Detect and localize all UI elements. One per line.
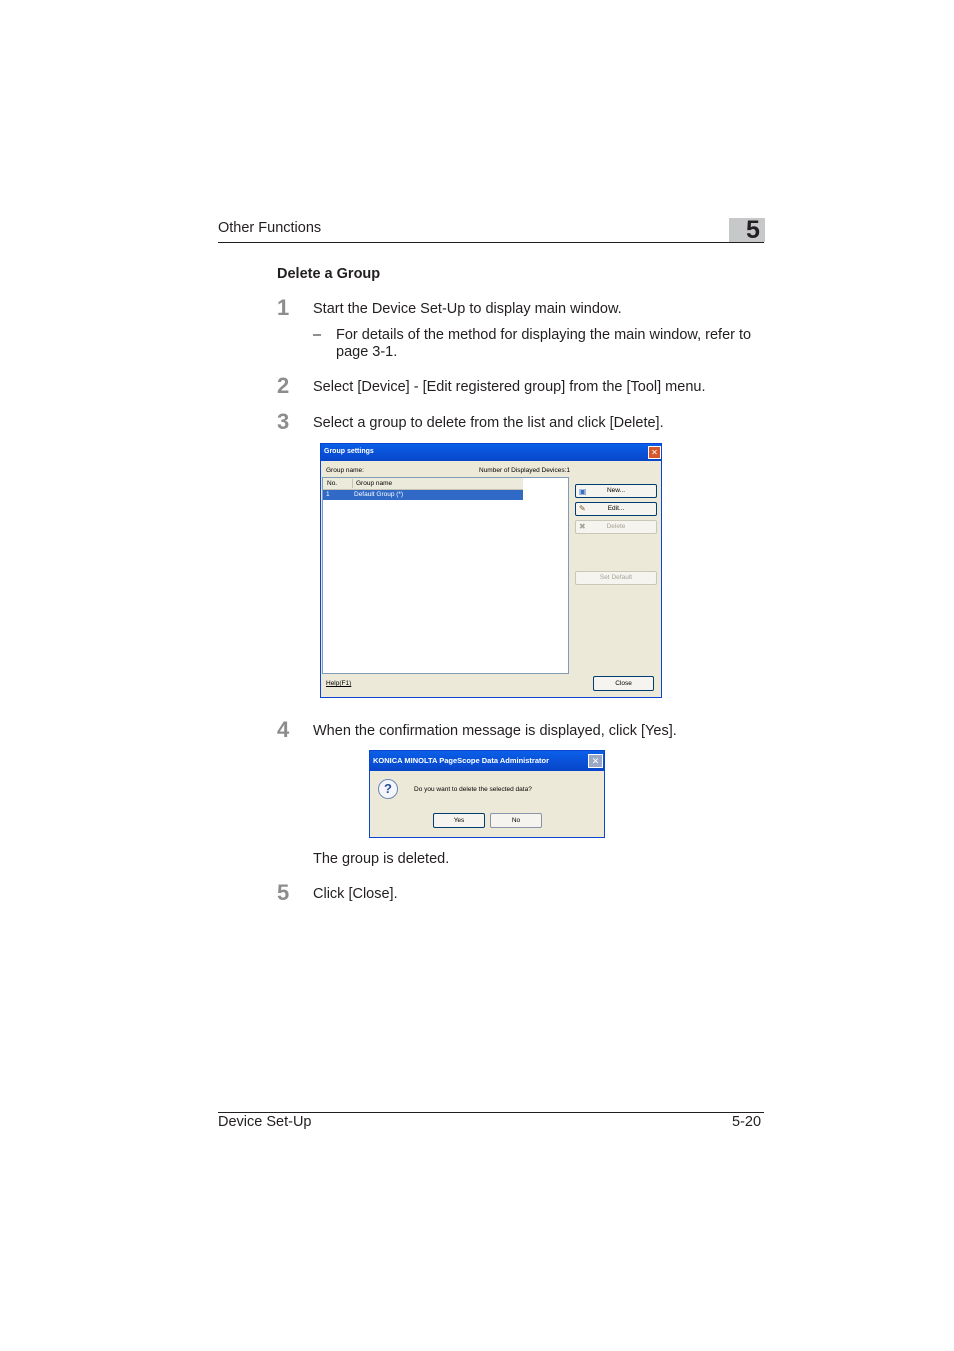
- section-title: Delete a Group: [277, 266, 381, 282]
- footer-title: Device Set-Up: [218, 1114, 312, 1130]
- new-icon: ▣: [579, 487, 587, 496]
- step-number-5: 5: [277, 880, 290, 905]
- table-row[interactable]: [323, 490, 523, 500]
- group-name-label: Group name:: [326, 467, 364, 474]
- group-settings-dialog: [320, 443, 662, 698]
- close-button-label: Close: [615, 680, 632, 687]
- step-number-2: 2: [277, 373, 290, 398]
- step-text-2: Select [Device] - [Edit registered group] from the [Tool] menu.: [313, 379, 706, 395]
- device-count-label: Number of Displayed Devices:1: [479, 467, 571, 474]
- group-list[interactable]: [322, 477, 569, 674]
- step-number-3: 3: [277, 409, 290, 434]
- confirm-title-bar: [370, 751, 604, 771]
- row-group-name: Default Group (*): [354, 491, 404, 498]
- edit-button[interactable]: [575, 502, 657, 516]
- delete-icon: ✖: [579, 522, 586, 531]
- step-text-1: Start the Device Set-Up to display main window.: [313, 301, 622, 317]
- help-link[interactable]: Help(F1): [326, 680, 352, 687]
- step-number-1: 1: [277, 295, 290, 320]
- dialog-title: Group settings: [324, 448, 374, 455]
- yes-button-label: Yes: [453, 817, 465, 824]
- delete-button-label: Delete: [606, 523, 626, 530]
- delete-button[interactable]: [575, 520, 657, 534]
- new-button-label: New...: [606, 487, 626, 494]
- list-header: [323, 478, 523, 490]
- dialog-title-bar: [321, 444, 661, 461]
- confirm-title: KONICA MINOLTA PageScope Data Administrator: [373, 756, 549, 765]
- step-4-result: The group is deleted.: [313, 851, 450, 867]
- set-default-button-label: Set Default: [599, 574, 633, 581]
- no-button[interactable]: [490, 813, 542, 828]
- column-header-group-name[interactable]: Group name: [356, 480, 393, 487]
- page-number: 5-20: [732, 1114, 762, 1130]
- footer-rule: [218, 1112, 764, 1113]
- edit-button-label: Edit...: [607, 505, 625, 512]
- header-rule: [218, 242, 764, 243]
- edit-icon: ✎: [579, 504, 586, 513]
- step-number-4: 4: [277, 717, 290, 742]
- sub-bullet-dash: –: [313, 327, 322, 343]
- set-default-button[interactable]: [575, 571, 657, 585]
- close-icon[interactable]: ✕: [588, 754, 603, 768]
- step-text-4: When the confirmation message is displayed, click [Yes].: [313, 723, 677, 739]
- new-button[interactable]: [575, 484, 657, 498]
- yes-button[interactable]: [433, 813, 485, 828]
- column-header-no[interactable]: No.: [327, 480, 338, 487]
- close-icon[interactable]: ✕: [648, 446, 661, 459]
- column-divider: [352, 479, 353, 488]
- no-button-label: No: [511, 817, 521, 824]
- close-button[interactable]: [593, 676, 654, 691]
- row-number: 1: [326, 491, 330, 498]
- running-header: Other Functions: [218, 220, 322, 236]
- step-text-5: Click [Close].: [313, 886, 398, 902]
- confirm-message: Do you want to delete the selected data?: [414, 786, 532, 793]
- step-text-3: Select a group to delete from the list and click [Delete].: [313, 415, 664, 431]
- sub-bullet-text: For details of the method for displaying the main window, refer to page 3-1.: [336, 327, 752, 360]
- confirm-dialog: [369, 750, 605, 838]
- chapter-number: 5: [746, 216, 760, 244]
- question-icon: ?: [378, 779, 398, 799]
